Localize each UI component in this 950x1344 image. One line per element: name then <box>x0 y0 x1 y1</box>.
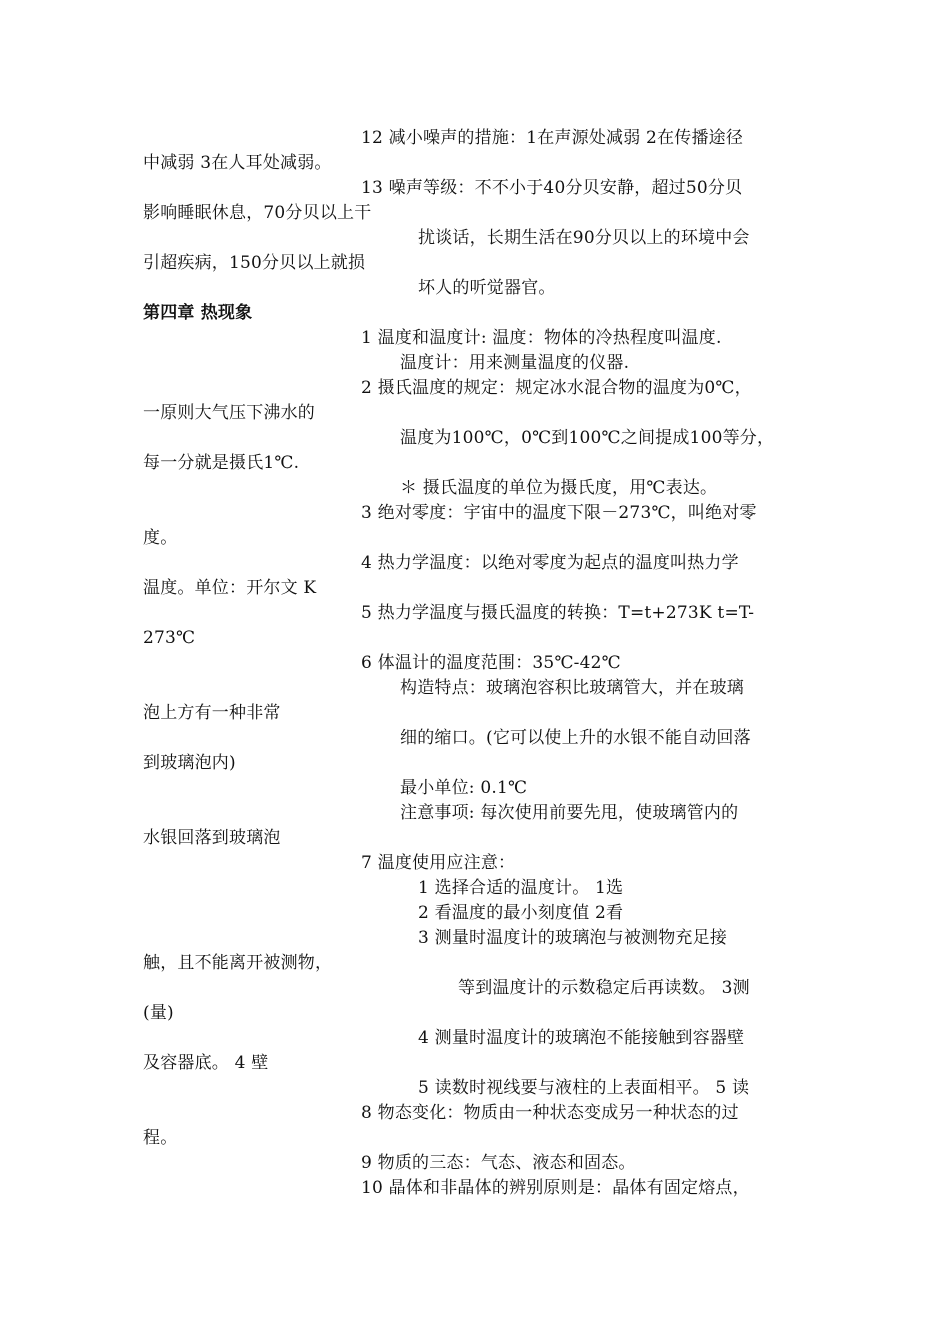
text-line: 等到温度计的示数稳定后再读数。 3测 <box>458 978 750 998</box>
text-line: 到玻璃泡内) <box>143 753 236 773</box>
text-line: ＊ 摄氏温度的单位为摄氏度，用℃表达。 <box>400 478 718 498</box>
text-line: 每一分就是摄氏1℃. <box>143 453 300 473</box>
text-line: 度。 <box>143 528 178 548</box>
text-line: 引超疾病，150分贝以上就损 <box>143 253 366 273</box>
text-line: 4 测量时温度计的玻璃泡不能接触到容器壁 <box>418 1028 745 1048</box>
text-line: 水银回落到玻璃泡 <box>143 828 281 848</box>
text-line: 3 测量时温度计的玻璃泡与被测物充足接 <box>418 928 728 948</box>
text-line: 5 读数时视线要与液柱的上表面相平。 5 读 <box>418 1078 750 1098</box>
text-line: 温度为100℃，0℃到100℃之间提成100等分， <box>400 428 775 448</box>
text-line: 2 摄氏温度的规定：规定冰水混合物的温度为0℃， <box>361 378 752 398</box>
text-line: 3 绝对零度：宇宙中的温度下限－273℃，叫绝对零 <box>361 503 757 523</box>
text-line: 程。 <box>143 1128 178 1148</box>
text-line: 构造特点：玻璃泡容积比玻璃管大，并在玻璃 <box>400 678 744 698</box>
text-line: 泡上方有一种非常 <box>143 703 281 723</box>
text-line: 触，且不能离开被测物， <box>143 953 333 973</box>
text-line: 4 热力学温度：以绝对零度为起点的温度叫热力学 <box>361 553 739 573</box>
text-line: 273℃ <box>143 628 196 648</box>
text-line: 13 噪声等级：不不小于40分贝安静，超过50分贝 <box>361 178 743 198</box>
text-line: 1 温度和温度计: 温度：物体的冷热程度叫温度. <box>361 328 722 348</box>
text-line: 温度。单位：开尔文 K <box>143 578 317 598</box>
text-line: 中减弱 3在人耳处减弱。 <box>143 153 332 173</box>
text-line: 7 温度使用应注意： <box>361 853 516 873</box>
text-line: 10 晶体和非晶体的辨别原则是：晶体有固定熔点， <box>361 1178 750 1198</box>
text-line: 扰谈话，长期生活在90分贝以上的环境中会 <box>418 228 750 248</box>
chapter-heading: 第四章 热现象 <box>143 303 253 323</box>
text-line: 温度计：用来测量温度的仪器. <box>400 353 630 373</box>
text-line: 注意事项: 每次使用前要先甩，使玻璃管内的 <box>400 803 739 823</box>
text-line: 一原则大气压下沸水的 <box>143 403 315 423</box>
text-line: 细的缩口。(它可以使上升的水银不能自动回落 <box>400 728 751 748</box>
text-line: 坏人的听觉器官。 <box>418 278 556 298</box>
text-line: 2 看温度的最小刻度值 2看 <box>418 903 624 923</box>
text-line: 5 热力学温度与摄氏温度的转换：T=t+273K t=T- <box>361 603 755 623</box>
text-line: 及容器底。 4 壁 <box>143 1053 269 1073</box>
text-line: 12 减小噪声的措施：1在声源处减弱 2在传播途径 <box>361 128 744 148</box>
text-line: 8 物态变化：物质由一种状态变成另一种状态的过 <box>361 1103 739 1123</box>
text-line: 最小单位: 0.1℃ <box>400 778 528 798</box>
text-line: 6 体温计的温度范围：35℃-42℃ <box>361 653 621 673</box>
text-line: 1 选择合适的温度计。 1选 <box>418 878 624 898</box>
text-line: 影响睡眠休息，70分贝以上干 <box>143 203 372 223</box>
text-line: (量) <box>143 1003 174 1023</box>
text-line: 9 物质的三态：气态、液态和固态。 <box>361 1153 636 1173</box>
